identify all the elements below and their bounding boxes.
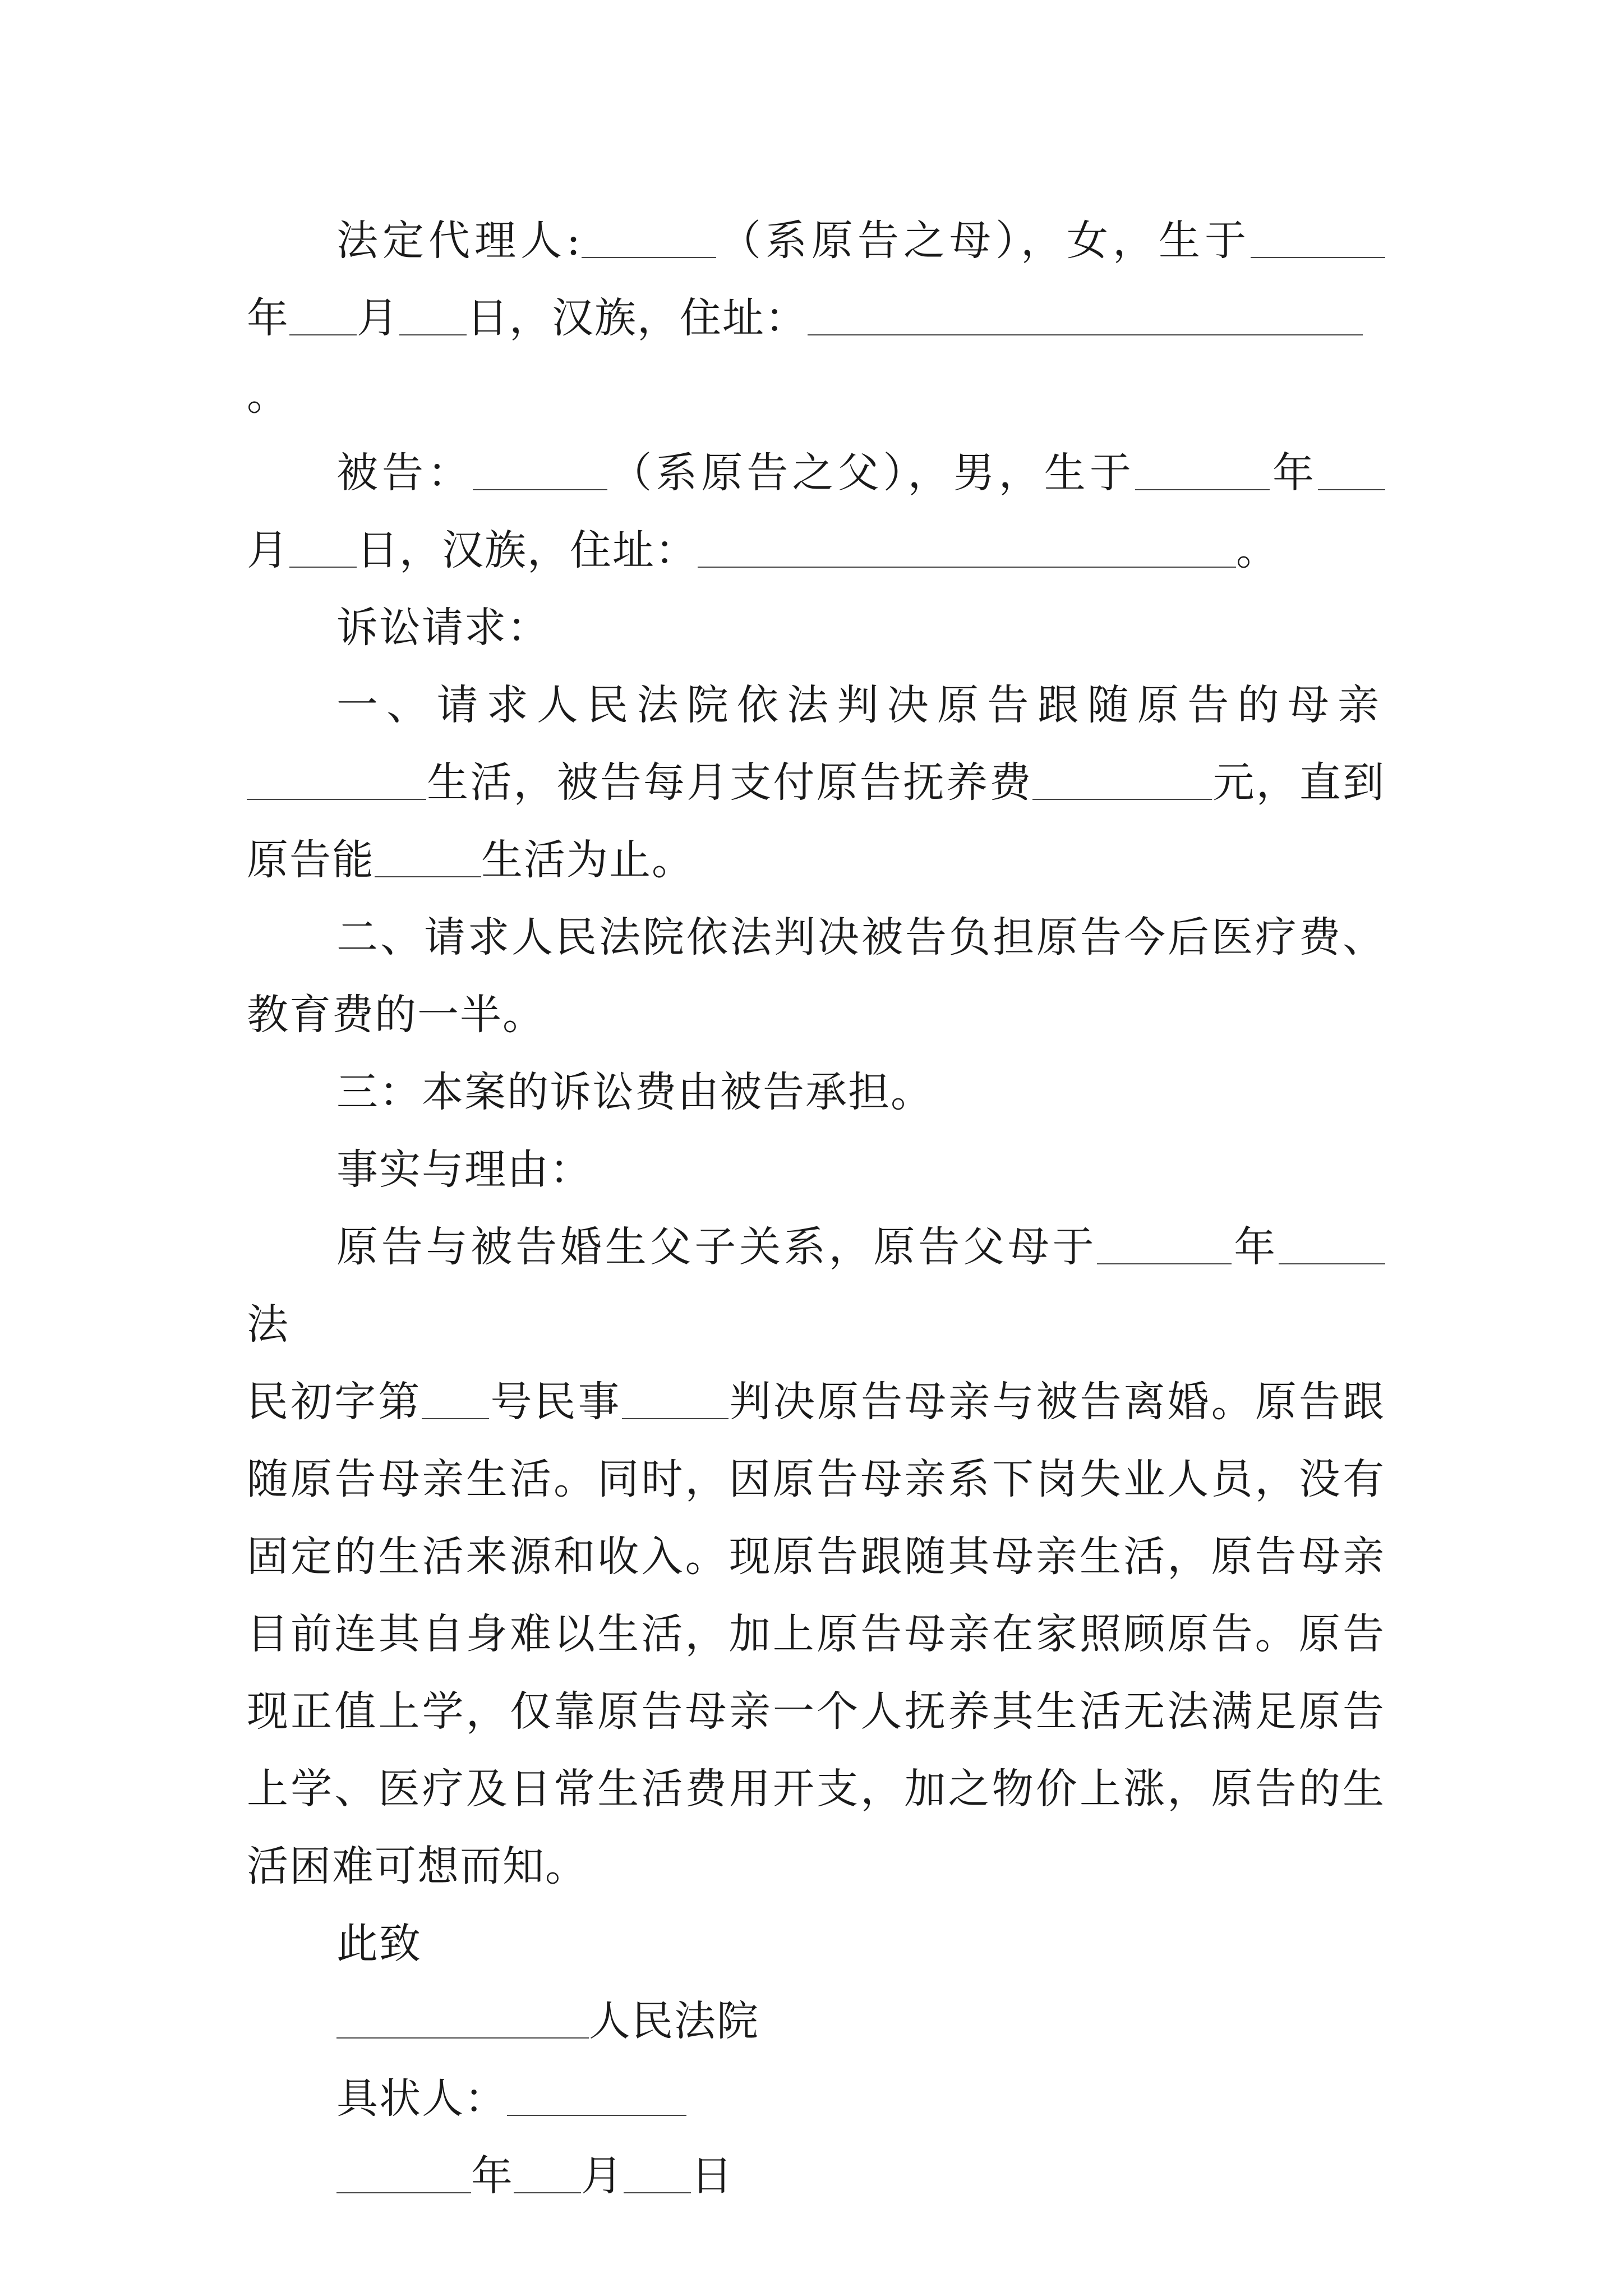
claim-1-guardian-blank[interactable] xyxy=(247,758,426,800)
facts-year-blank[interactable] xyxy=(1097,1223,1232,1264)
agent-birth-day-blank[interactable] xyxy=(399,294,467,335)
facts-part-2b: 号民事 xyxy=(489,1378,622,1426)
claim-1-line-3 xyxy=(247,821,1385,899)
claim-2-line-2: 教育费的一半。 xyxy=(247,991,545,1039)
defendant-birth-day-blank[interactable] xyxy=(289,526,357,568)
defendant-end-mark: 。 xyxy=(1236,526,1279,574)
claim-1-independent-blank[interactable] xyxy=(375,836,481,877)
claim-1-part-4: 原告能 xyxy=(247,836,375,884)
agent-relation-text: （系原告之母），女，生于 xyxy=(716,217,1251,265)
closing-salutation: 此致 xyxy=(336,1920,422,1968)
facts-line-2 xyxy=(247,1363,1385,1441)
claim-1-amount-blank[interactable] xyxy=(1032,758,1212,800)
defendant-label: 被告： xyxy=(336,449,473,497)
claims-heading: 诉讼请求： xyxy=(336,604,550,652)
document-body xyxy=(247,202,1385,2215)
date-day-label: 日 xyxy=(691,2152,734,2200)
signer-label: 具状人： xyxy=(336,2074,507,2123)
agent-end-mark: 。 xyxy=(247,371,289,420)
defendant-paragraph xyxy=(247,434,1385,512)
agent-address-blank[interactable] xyxy=(808,294,1363,335)
date-line xyxy=(247,2137,1385,2215)
claim-1-part-3: 元，直到 xyxy=(1212,758,1386,807)
claim-3: 三：本案的诉讼费由被告承担。 xyxy=(336,1068,933,1116)
facts-part-1b: 年 xyxy=(1232,1223,1279,1271)
closing-court-line xyxy=(247,1982,1385,2060)
agent-month-label: 月 xyxy=(357,294,399,342)
defendant-birth-year-blank[interactable] xyxy=(1135,449,1270,490)
agent-day-address-label: 日，汉族，住址： xyxy=(467,294,808,342)
date-year-blank[interactable] xyxy=(336,2152,471,2193)
facts-part-1c: 法 xyxy=(247,1300,289,1349)
agent-name-blank[interactable] xyxy=(582,217,716,258)
agent-birth-month-blank[interactable] xyxy=(289,294,357,335)
facts-case-number-blank[interactable] xyxy=(422,1378,489,1419)
defendant-day-address-label: 日，汉族，住址： xyxy=(357,526,698,574)
defendant-birth-month-blank[interactable] xyxy=(1318,449,1385,490)
defendant-relation-text: （系原告之父），男，生于 xyxy=(607,449,1135,497)
defendant-month-label: 月 xyxy=(247,526,289,574)
claim-1-part-5: 生活为止。 xyxy=(481,836,694,884)
defendant-year-label: 年 xyxy=(1269,449,1318,497)
facts-body: 随原告母亲生活。同时，因原告母亲系下岗失业人员，没有固定的生活来源和收入。现原告跟随其母亲生活，原告母亲目前连其自身难以生活，加上原告母亲在家照顾原告。原告现正值上学，仅靠原告母亲一个人抚养其生活无法满足原告上学、医疗及日常生活费用开支，加之物价上涨，原告的生活困难可想而知。 xyxy=(247,1455,1385,1890)
court-name-blank[interactable] xyxy=(336,1997,589,2039)
facts-part-1a: 原告与被告婚生父子关系，原告父母于 xyxy=(336,1223,1098,1271)
agent-year-label: 年 xyxy=(247,294,289,342)
claim-1-part-2: 生活，被告每月支付原告抚养费 xyxy=(426,758,1033,807)
legal-agent-label: 法定代理人: xyxy=(336,217,582,265)
court-suffix: 人民法院 xyxy=(589,1997,759,2045)
date-month-label: 月 xyxy=(581,2152,624,2200)
facts-line-1 xyxy=(247,1208,1385,1363)
legal-agent-paragraph-cont xyxy=(247,279,1385,434)
date-day-blank[interactable] xyxy=(624,2152,691,2193)
date-year-label: 年 xyxy=(471,2152,514,2200)
defendant-address-blank[interactable] xyxy=(698,526,1236,568)
facts-part-2a: 民初字第 xyxy=(247,1378,422,1426)
signer-name-blank[interactable] xyxy=(507,2074,686,2116)
defendant-paragraph-cont xyxy=(247,512,1385,589)
claim-1-line-2 xyxy=(247,744,1385,821)
agent-birth-year-blank[interactable] xyxy=(1251,217,1385,258)
claim-2-line-1: 二、请求人民法院依法判决被告负担原告今后医疗费、 xyxy=(336,913,1385,961)
facts-judgment-type-blank[interactable] xyxy=(622,1378,728,1419)
date-month-blank[interactable] xyxy=(514,2152,581,2193)
defendant-name-blank[interactable] xyxy=(473,449,607,490)
facts-court-blank[interactable] xyxy=(1279,1223,1385,1264)
facts-part-2c: 判决原告母亲与被告离婚。原告跟 xyxy=(728,1378,1386,1426)
signer-line xyxy=(247,2060,1385,2137)
claim-1-line-1: 一、请求人民法院依法判决原告跟随原告的母亲 xyxy=(336,681,1385,729)
facts-heading: 事实与理由： xyxy=(336,1145,592,1194)
legal-agent-paragraph xyxy=(247,202,1385,279)
